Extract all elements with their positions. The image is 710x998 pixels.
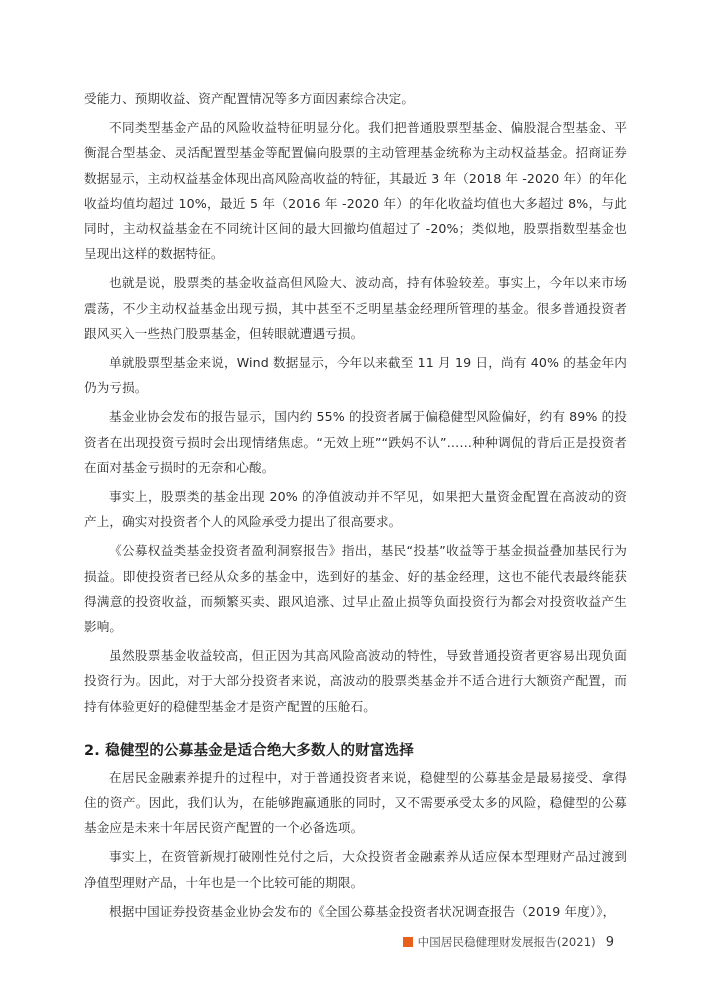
paragraph: 不同类型基金产品的风险收益特征明显分化。我们把普通股票型基金、偏股混合型基金、平衡混合型基金、灵活配置型基金等配置偏向股票的主动管理基金统称为主动权益基金。招商证券数据显示，主动权益基金体现出高风险高收益的特征，其最近 3 年（2018 年 -2020 年）的年化收益均值均超过 10%，最近 5 年（2016 年 -2020 年）的年化收益均值也大多超过 8%，与此同时，主动权益基金在不同统计区间的最大回撤均值超过了 -20%；类似地，股票指数型基金也呈现出这样的数据特征。 — [84, 120, 627, 262]
paragraph: 单就股票型基金来说，Wind 数据显示，今年以来截至 11 月 19 日，尚有 40% 的基金年内仍为亏损。 — [84, 355, 627, 396]
section-heading: 2. 稳健型的公募基金是适合绝大多数人的财富选择 — [84, 742, 414, 759]
paragraph: 事实上，在资管新规打破刚性兑付之后，大众投资者金融素养从适应保本型理财产品过渡到净值型理财产品，十年也是一个比较可能的期限。 — [84, 849, 627, 890]
paragraph: 基金业协会发布的报告显示，国内约 55% 的投资者属于偏稳健型风险偏好，约有 89% 的投资者在出现投资亏损时会出现情绪焦虑。“无效上班”“跌妈不认”……种种调侃的背后正是投资者在面对基金亏损时的无奈和心酸。 — [84, 409, 627, 475]
paragraph: 根据中国证券投资基金业协会发布的《全国公募基金投资者状况调查报告（2019 年度）》， — [109, 903, 616, 919]
paragraph: 在居民金融素养提升的过程中，对于普通投资者来说，稳健型的公募基金是最易接受、拿得住的资产。因此，我们认为，在能够跑赢通胀的同时，又不需要承受太多的风险，稳健型的公募基金应是未来十年居民资产配置的一个必备选项。 — [84, 769, 627, 836]
paragraph: 虽然股票基金收益较高，但正因为其高风险高波动的特性，导致普通投资者更容易出现负面投资行为。因此，对于大部分投资者来说，高波动的股票类基金并不适合进行大额资产配置，而持有体验更好的稳健型基金才是资产配置的压舱石。 — [84, 648, 627, 714]
paragraph: 事实上，股票类的基金出现 20% 的净值波动并不罕见，如果把大量资金配置在高波动的资产上，确实对投资者个人的风险承受力提出了很高要求。 — [84, 489, 627, 530]
paragraph: 也就是说，股票类的基金收益高但风险大、波动高，持有体验较差。事实上，今年以来市场震荡，不少主动权益基金出现亏损，其中甚至不乏明星基金经理所管理的基金。很多普通投资者跟风买入一些热门股票基金，但转眼就遭遇亏损。 — [84, 275, 627, 341]
page-footer — [403, 934, 614, 950]
paragraph: 受能力、预期收益、资产配置情况等多方面因素综合决定。 — [84, 91, 415, 106]
page-number: 9 — [605, 934, 614, 950]
report-title: 中国居民稳健理财发展报告(2021) — [417, 935, 596, 949]
body-text — [84, 86, 627, 928]
paragraph: 《公募权益类基金投资者盈利洞察报告》指出，基民“投基”收益等于基金损益叠加基民行为损益。即使投资者已经从众多的基金中，选到好的基金、好的基金经理，这也不能代表最终能获得满意的投资收益，而频繁买卖、跟风追涨、过早止盈止损等负面投资行为都会对投资收益产生影响。 — [84, 543, 627, 635]
orange-square-icon — [403, 937, 413, 947]
